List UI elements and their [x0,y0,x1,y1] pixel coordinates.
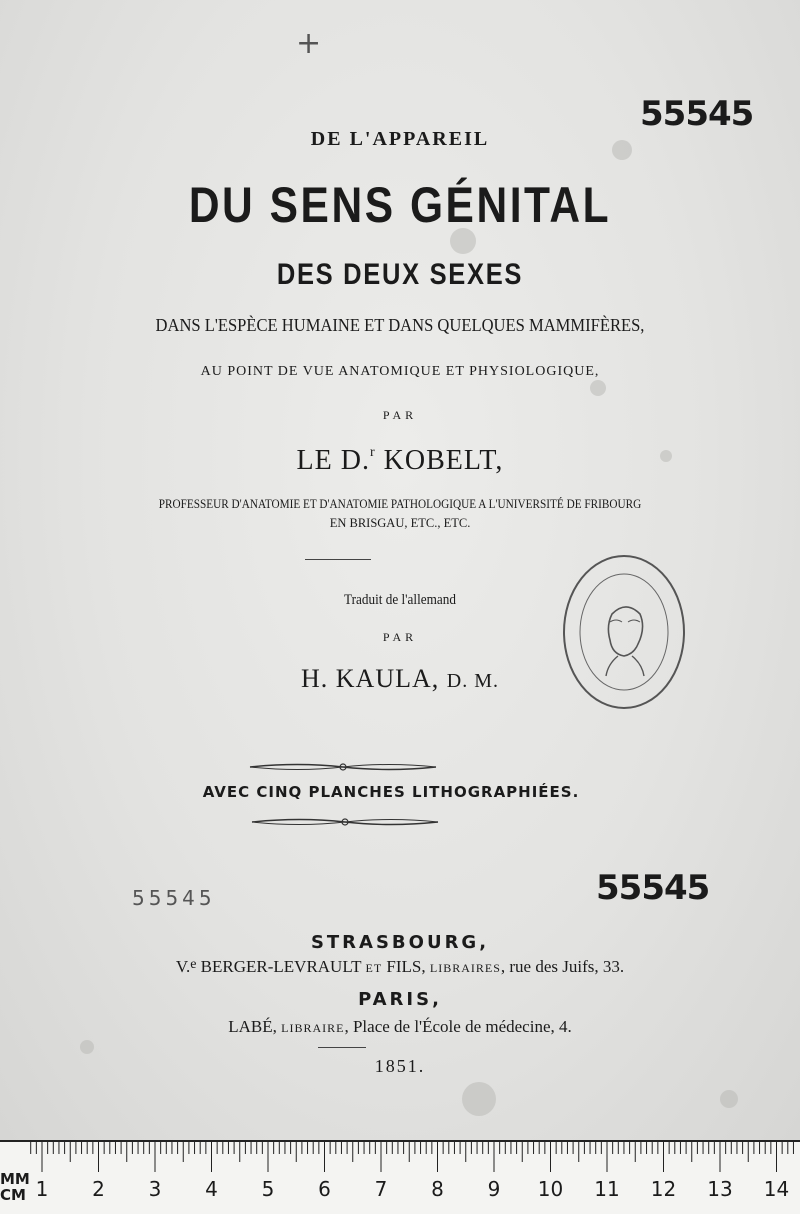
ornament-rule-bottom [250,815,440,829]
stamp-number-middle: 55545 [596,868,710,908]
author-prefix: LE D. [296,445,370,476]
ruler-label: 4 [205,1177,218,1201]
library-seal [560,552,688,712]
divider-rule [305,559,371,560]
title-main: DU SENS GÉNITAL [188,177,612,233]
foxing-spot [590,380,606,396]
author [0,445,800,477]
publisher1-c: FILS, [382,957,430,976]
ruler-label: 6 [318,1177,331,1201]
par-translator: PAR [382,630,418,644]
ruler-label: 14 [763,1177,790,1201]
translated-from: Traduit de l'allemand [344,592,456,608]
ruler-label: 11 [594,1177,620,1201]
year: 1851. [374,1056,426,1076]
ruler-unit-mm: MM [0,1170,30,1188]
affiliation-line-1: PROFESSEUR D'ANATOMIE ET D'ANATOMIE PATHOLOGIQUE A L'UNIVERSITÉ DE FRIBOURG [158,497,642,511]
publisher1-a: V. [175,957,191,976]
foxing-spot [80,1040,94,1054]
translator-name: H. KAULA, [301,664,440,693]
ornament-rule-top [248,760,438,774]
ruler-label: 8 [431,1177,444,1201]
city-paris: PARIS, [358,989,442,1010]
foxing-spot [720,1090,738,1108]
ruler-label: 10 [537,1177,564,1201]
city-strasbourg: STRASBOURG, [310,932,490,953]
author-name: KOBELT, [383,445,504,476]
publisher1-et: ET [365,961,383,975]
publisher2-libraire: LIBRAIRE [281,1021,345,1035]
ruler-label: 2 [92,1177,105,1201]
subtitle-line-2: AU POINT DE VUE ANATOMIQUE ET PHYSIOLOGIQUE, [200,364,600,379]
ruler-ticks [0,1140,800,1214]
affiliation-line-2: EN BRISGAU, ETC., ETC. [329,516,471,530]
ruler-label: 9 [487,1177,501,1201]
ruler-label: 7 [374,1177,388,1201]
plates-line: AVEC CINQ PLANCHES LITHOGRAPHIÉES. [202,783,580,801]
publisher-strasbourg [0,957,800,977]
author-sup: r [369,445,376,460]
ruler-label: 12 [650,1177,677,1201]
ruler-label: 3 [148,1177,162,1201]
stamp-number-faint: 55545 [132,886,216,910]
publisher1-d: , rue des Juifs, 33. [500,957,625,976]
ruler-label: 5 [261,1177,275,1201]
scale-ruler [0,1140,800,1214]
stamp-number-top: 55545 [640,94,754,134]
publisher1-sup: e [190,957,197,972]
subtitle-line-1: DANS L'ESPÈCE HUMAINE ET DANS QUELQUES MAMMIFÈRES, [155,315,645,335]
title-line-3: DES DEUX SEXES [276,258,524,291]
ruler-unit-cm: CM [0,1186,26,1204]
handwritten-cross: + [296,26,322,61]
par-author: PAR [382,408,418,422]
publisher-paris [0,1017,800,1037]
publisher1-b: BERGER-LEVRAULT [196,957,366,976]
year-rule [318,1047,366,1048]
publisher2-b: , Place de l'École de médecine, 4. [344,1017,572,1036]
publisher2-a: LABÉ, [228,1017,282,1036]
ruler-label: 1 [35,1177,49,1201]
publisher1-libraires: LIBRAIRES [429,961,501,975]
translator-degree: D. M. [446,670,499,692]
title-line-1: DE L'APPAREIL [310,128,490,150]
foxing-spot [462,1082,496,1116]
ruler-label: 13 [707,1177,733,1201]
